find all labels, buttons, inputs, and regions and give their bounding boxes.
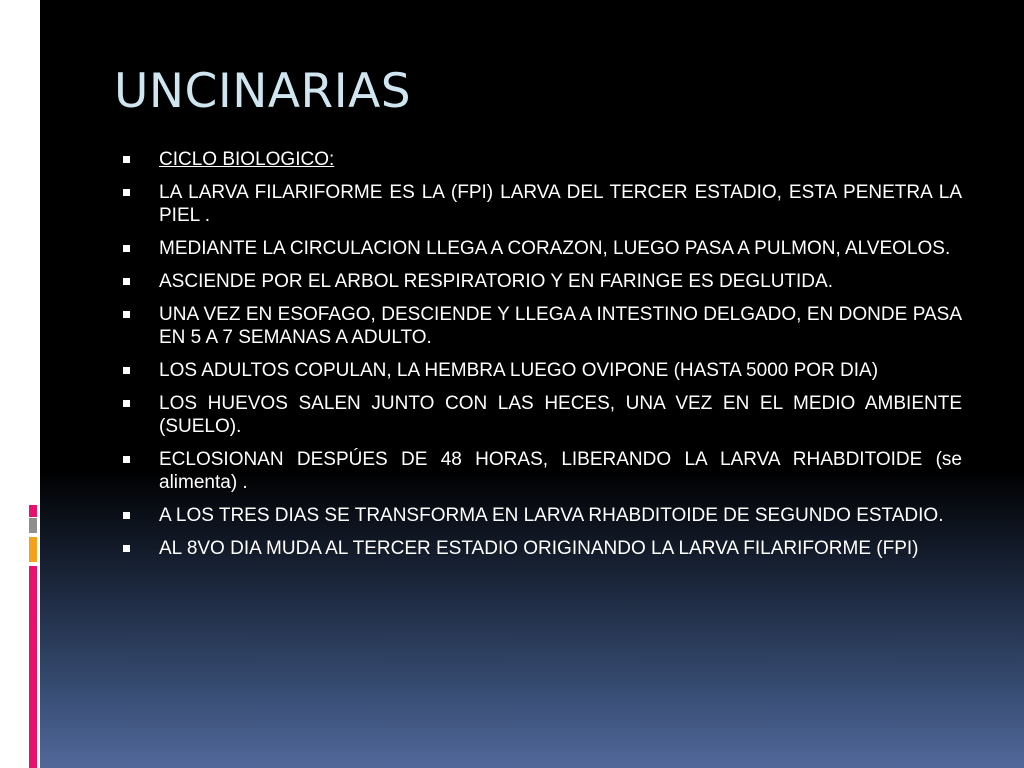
- bullet-item: [120, 504, 962, 527]
- bullet-text: A LOS TRES DIAS SE TRANSFORMA EN LARVA RHABDITOIDE DE SEGUNDO ESTADIO.: [159, 505, 944, 526]
- bullet-text: MEDIANTE LA CIRCULACION LLEGA A CORAZON, LUEGO PASA A PULMON, ALVEOLOS.: [159, 238, 951, 259]
- square-bullet-icon: [123, 512, 130, 519]
- bullet-item: [120, 148, 962, 171]
- square-bullet-icon: [123, 245, 130, 252]
- square-bullet-icon: [123, 278, 130, 285]
- bullet-text: ASCIENDE POR EL ARBOL RESPIRATORIO Y EN FARINGE ES DEGLUTIDA.: [159, 271, 833, 292]
- accent-bar-pink-bottom: [29, 566, 37, 768]
- left-decorative-strip: [0, 0, 40, 768]
- bullet-text: LOS ADULTOS COPULAN, LA HEMBRA LUEGO OVIPONE (HASTA 5000 POR DIA): [159, 360, 879, 381]
- bullet-item: [120, 237, 962, 260]
- square-bullet-icon: [123, 311, 130, 318]
- square-bullet-icon: [123, 456, 130, 463]
- bullet-text: UNA VEZ EN ESOFAGO, DESCIENDE Y LLEGA A INTESTINO DELGADO, EN DONDE PASA EN 5 A 7 SEMANAS A ADULTO.: [159, 304, 962, 348]
- square-bullet-icon: [123, 156, 130, 163]
- bullet-list: [120, 148, 962, 570]
- accent-bar-gray: [29, 518, 37, 533]
- bullet-item: [120, 392, 962, 438]
- square-bullet-icon: [123, 367, 130, 374]
- bullet-item: [120, 181, 962, 227]
- bullet-text: AL 8VO DIA MUDA AL TERCER ESTADIO ORIGINANDO LA LARVA FILARIFORME (FPI): [159, 538, 919, 559]
- bullet-item: [120, 270, 962, 293]
- slide-title: UNCINARIAS: [114, 64, 412, 119]
- accent-bar-pink-top: [29, 505, 37, 517]
- bullet-text: LOS HUEVOS SALEN JUNTO CON LAS HECES, UNA VEZ EN EL MEDIO AMBIENTE (SUELO).: [159, 393, 962, 437]
- square-bullet-icon: [123, 189, 130, 196]
- bullet-item: [120, 359, 962, 382]
- bullet-item: [120, 303, 962, 349]
- bullet-text: ECLOSIONAN DESPÚES DE 48 HORAS, LIBERANDO LA LARVA RHABDITOIDE (se alimenta) .: [159, 449, 962, 493]
- square-bullet-icon: [123, 545, 130, 552]
- bullet-item: [120, 448, 962, 494]
- bullet-item: [120, 537, 962, 560]
- bullet-text: CICLO BIOLOGICO:: [159, 149, 335, 170]
- bullet-text: LA LARVA FILARIFORME ES LA (FPI) LARVA DEL TERCER ESTADIO, ESTA PENETRA LA PIEL .: [159, 182, 962, 226]
- square-bullet-icon: [123, 400, 130, 407]
- accent-bar-orange: [29, 537, 37, 562]
